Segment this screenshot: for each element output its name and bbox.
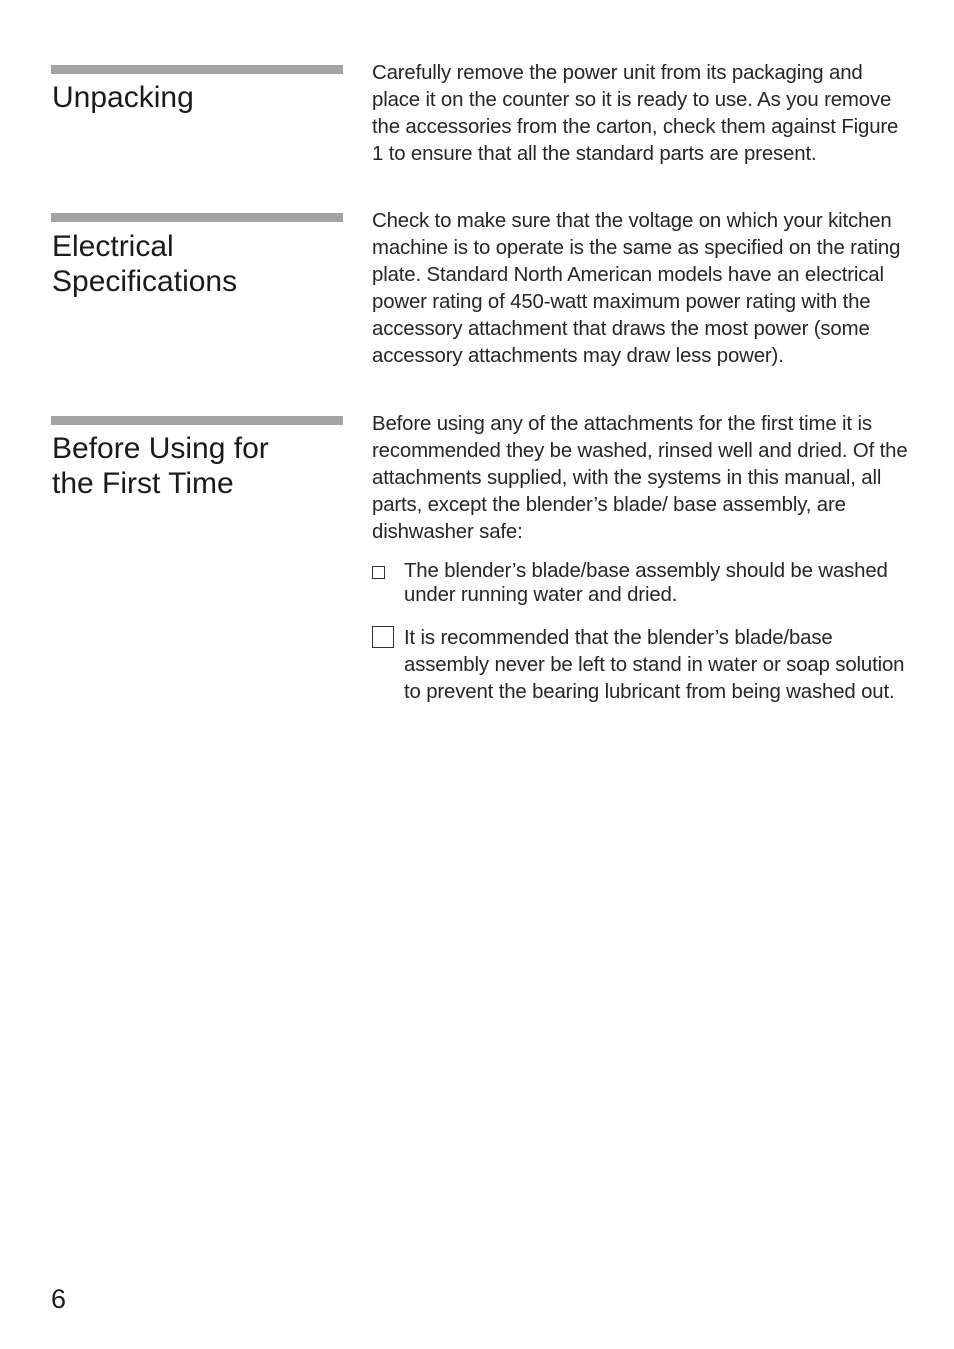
section-divider-electrical [51, 213, 343, 222]
section-body-before-using: Before using any of the attachments for the first time it is recommended they be washed, rinsed well and dried. Of the attachments supplied, with the systems in this manual, all parts, except the blender’s blade/ base assembly, are dishwasher safe: [372, 413, 908, 543]
section-heading-unpacking: Unpacking [52, 81, 194, 114]
bullet-text: The blender’s blade/base assembly should be washed under running water and dried. [404, 560, 888, 606]
checkbox-icon [372, 566, 385, 579]
section-heading-electrical: Electrical Specifications [52, 230, 238, 298]
section-heading-before-using: Before Using for the First Time [52, 432, 269, 500]
section-divider-before-using [51, 416, 343, 425]
bullet-text: It is recommended that the blender’s blade/base assembly never be left to stand in water or soap solution to prevent the bearing lubricant from being washed out. [404, 627, 905, 703]
section-body-unpacking: Carefully remove the power unit from its packaging and place it on the counter so it is ready to use. As you remove the accessories from the carton, check them against Figure 1 to ensure that all the standard parts are present. [372, 62, 899, 165]
section-body-electrical: Check to make sure that the voltage on which your kitchen machine is to operate is the same as specified on the rating plate. Standard North American models have an electrical power rating of 450-watt maximum power rating with the accessory attachment that draws the most power (some accessory attachments may draw less power). [372, 210, 901, 367]
page-number: 6 [51, 1284, 67, 1314]
checkbox-icon [372, 626, 394, 648]
section-divider-unpacking [51, 65, 343, 74]
